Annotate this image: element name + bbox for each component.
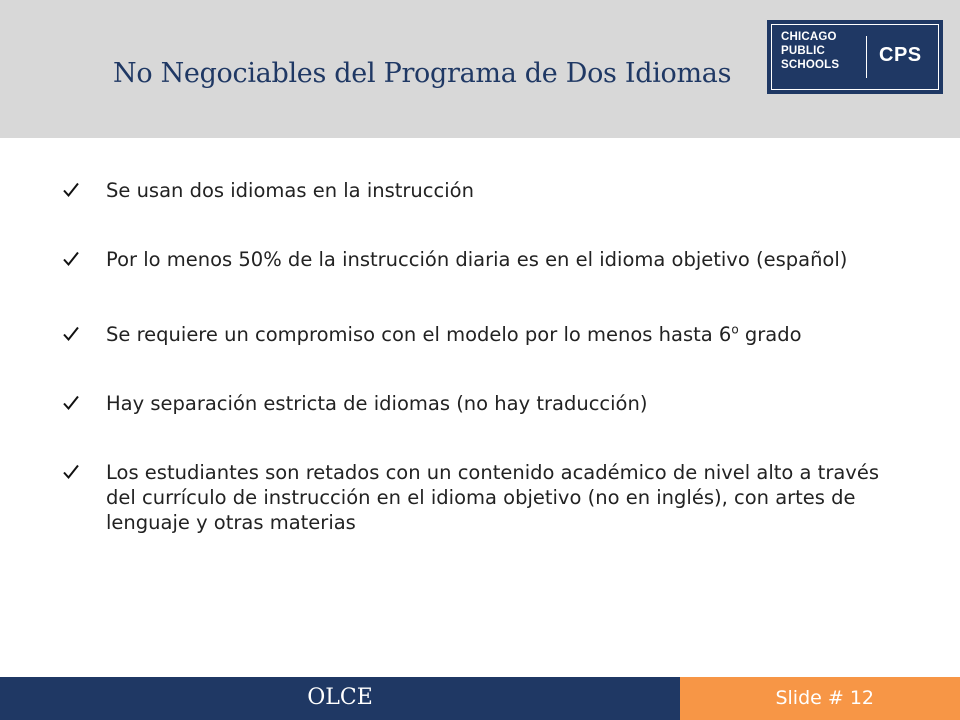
logo-divider [866, 36, 867, 78]
footer-label: OLCE [307, 685, 373, 710]
bullet-list [62, 178, 902, 579]
list-item [62, 247, 902, 272]
checkmark-icon [62, 463, 80, 481]
checkmark-icon [62, 325, 80, 343]
cps-logo [767, 20, 943, 94]
slide-number: Slide # 12 [775, 687, 874, 709]
bullet-text-end: grado [738, 323, 802, 346]
footer-left-bar [0, 677, 680, 720]
checkmark-icon [62, 394, 80, 412]
slide-header [0, 0, 960, 138]
bullet-text: Por lo menos 50% de la instrucción diaria es en el idioma objetivo (español) [106, 248, 848, 271]
checkmark-icon [62, 250, 80, 268]
checkmark-icon [62, 181, 80, 199]
logo-abbr: CPS [879, 44, 922, 66]
footer-right-bar [680, 677, 960, 720]
bullet-text-main: Se requiere un compromiso con el modelo por lo menos hasta 6 [106, 323, 732, 346]
list-item [62, 460, 902, 535]
bullet-text: Los estudiantes son retados con un contenido académico de nivel alto a través del currículo de instrucción en el idioma objetivo (no en inglés), con artes de lenguaje y otras materias [106, 461, 879, 534]
bullet-text [106, 323, 802, 346]
slide-title: No Negociables del Programa de Dos Idiomas [113, 58, 732, 89]
bullet-text: Se usan dos idiomas en la instrucción [106, 179, 474, 202]
bullet-text: Hay separación estricta de idiomas (no hay traducción) [106, 392, 648, 415]
list-item [62, 322, 902, 347]
list-item [62, 391, 902, 416]
logo-name: CHICAGO PUBLIC SCHOOLS [781, 31, 840, 71]
list-item [62, 178, 902, 203]
superscript: o [731, 322, 739, 337]
